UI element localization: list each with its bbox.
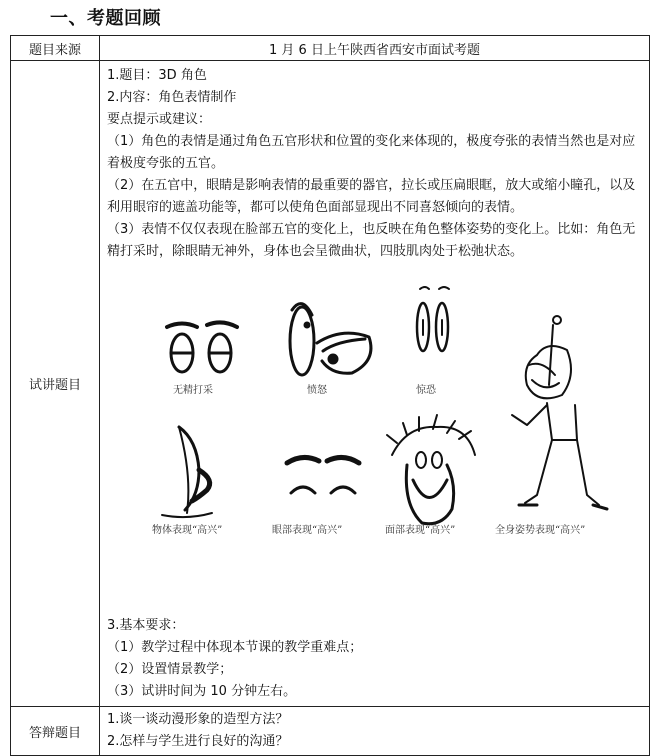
exam-table [10, 35, 650, 756]
source-row [11, 36, 650, 61]
object-happy-illustration [162, 427, 212, 517]
caption-face-happy: 面部表现“高兴” [385, 525, 456, 536]
defense-content-cell [100, 707, 650, 756]
tips-intro: 要点提示或建议： [107, 112, 212, 127]
tip-2: （2）在五官中，眼睛是影响表情的最重要的器官，拉长或压扁眼眶，放大或缩小瞳孔，以及利用眼帘的遮盖功能等，都可以使角色面部显现出不同喜怒倾向的表情。 [107, 178, 636, 215]
requirement-2: （2）设置情景教学； [107, 662, 233, 677]
expression-figure [107, 265, 642, 615]
trial-content [101, 62, 648, 705]
figure-captions [152, 383, 585, 536]
defense-question-1: 1.谈一谈动漫形象的造型方法？ [107, 712, 289, 727]
topic-line: 1.题目：3D 角色 [107, 68, 207, 83]
expression-illustration [107, 265, 647, 615]
eyes-happy-illustration [287, 457, 359, 493]
fear-eyes-illustration [417, 287, 449, 351]
caption-object-happy: 物体表现“高兴” [152, 525, 223, 536]
defense-question-2: 2.怎样与学生进行良好的沟通？ [107, 734, 289, 749]
source-label: 题目来源 [11, 36, 100, 61]
caption-body-happy: 全身姿势表现“高兴” [495, 525, 586, 536]
body-happy-illustration [512, 316, 607, 509]
defense-label: 答辩题目 [11, 707, 100, 756]
defense-content [101, 708, 648, 754]
trial-row [11, 61, 650, 707]
caption-angry: 愤怒 [307, 385, 327, 396]
caption-fear: 惊恐 [416, 385, 436, 396]
trial-content-cell [100, 61, 650, 707]
requirement-1: （1）教学过程中体现本节课的教学重难点； [107, 640, 363, 655]
requirements-heading: 3.基本要求： [107, 618, 185, 633]
face-happy-illustration [387, 415, 475, 524]
defense-row [11, 707, 650, 756]
listless-eyes-illustration [167, 322, 237, 372]
tip-3: （3）表情不仅仅表现在脸部五官的变化上，也反映在角色整体姿势的变化上。比如：角色无精打采时，除眼睛无神外，身体也会呈微曲状，四肢肌肉处于松弛状态。 [107, 222, 636, 259]
caption-listless: 无精打采 [173, 385, 213, 396]
content-line: 2.内容：角色表情制作 [107, 90, 237, 105]
tip-1: （1）角色的表情是通过角色五官形状和位置的变化来体现的，极度夸张的表情当然也是对应着极度夸张的五官。 [107, 134, 636, 171]
section-title: 一、考题回顾 [50, 8, 161, 29]
caption-eyes-happy: 眼部表现“高兴” [272, 525, 343, 536]
requirement-3: （3）试讲时间为 10 分钟左右。 [107, 684, 297, 699]
source-value: 1 月 6 日上午陕西省西安市面试考题 [100, 36, 650, 61]
angry-eyes-illustration [290, 304, 371, 375]
trial-label: 试讲题目 [11, 61, 100, 707]
